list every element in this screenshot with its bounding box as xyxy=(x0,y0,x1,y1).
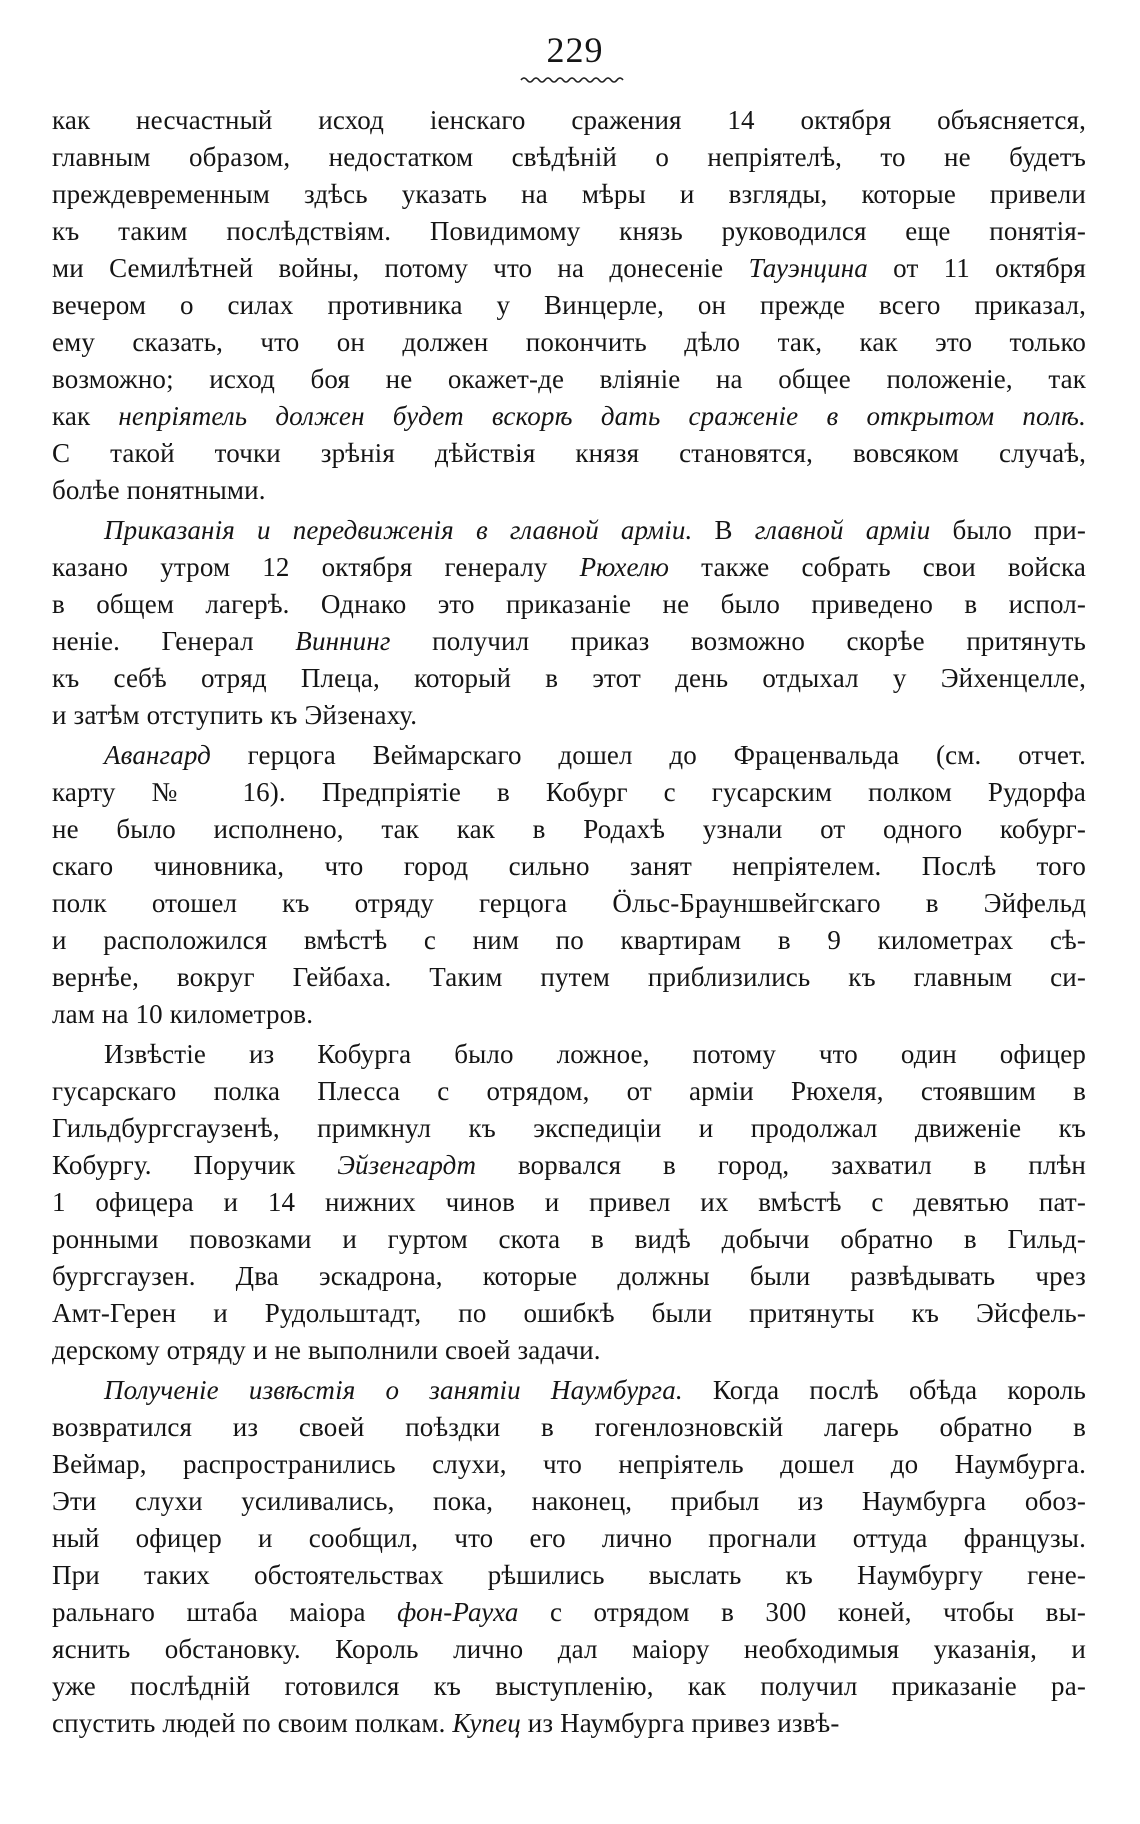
text-line xyxy=(52,811,1086,848)
text-line xyxy=(52,848,1086,885)
text-line xyxy=(52,472,1086,509)
text-run: из Наумбурга привез извѣ- xyxy=(520,1708,840,1738)
text-run: бургсгаузен. Два эскадрона, которые должны были развѣдывать чрез xyxy=(52,1261,1086,1291)
italic-text-run: фон-Рауха xyxy=(397,1597,519,1627)
text-line xyxy=(52,959,1086,996)
text-run: лам на 10 километров. xyxy=(52,999,314,1029)
text-run: и расположился вмѣстѣ с ним по квартирам в 9 километрах сѣ- xyxy=(52,925,1086,955)
text-run: ный офицер и сообщил, что его лично прогнали оттуда французы. xyxy=(52,1523,1086,1553)
text-run: ми Семилѣтней войны, потому что на донесеніе xyxy=(52,253,749,283)
text-run: Эти слухи усиливались, пока, наконец, прибыл из Наумбурга обоз- xyxy=(52,1486,1086,1516)
text-line xyxy=(52,102,1086,139)
text-line xyxy=(52,512,1086,549)
text-run: В xyxy=(692,515,755,545)
text-line xyxy=(52,1110,1086,1147)
text-run: как несчастный исход іенскаго сражения 14 октября объясняется, xyxy=(52,105,1086,135)
text-line xyxy=(52,549,1086,586)
italic-text-run: Эйзенгардт xyxy=(337,1150,477,1180)
text-line xyxy=(52,660,1086,697)
text-run: ронными повозками и гуртом скота в видѣ добычи обратно в Гильд- xyxy=(52,1224,1086,1254)
text-run: 1 офицера и 14 нижних чинов и привел их вмѣстѣ с девятью пат- xyxy=(52,1187,1086,1217)
text-run: Амт-Герен и Рудольштадт, по ошибкѣ были притянуты къ Эйсфель- xyxy=(52,1298,1086,1328)
text-line xyxy=(52,435,1086,472)
paragraph xyxy=(52,737,1086,1033)
text-line xyxy=(52,922,1086,959)
italic-text-run: Тауэнцина xyxy=(748,253,868,283)
text-run: С такой точки зрѣнія дѣйствія князя становятся, вовсяком случаѣ, xyxy=(52,438,1086,468)
text-run: ему сказать, что он должен покончить дѣло так, как это только xyxy=(52,327,1086,357)
text-run: скаго чиновника, что город сильно занят непріятелем. Послѣ того xyxy=(52,851,1086,881)
text-run: возможно; исход боя не окажет-де вліяніе на общее положеніе, так xyxy=(52,364,1086,394)
page-number: 229 xyxy=(546,30,604,70)
italic-text-run: Рюхелю xyxy=(579,552,670,582)
text-run: яснить обстановку. Король лично дал маіору необходимыя указанія, и xyxy=(52,1634,1086,1664)
italic-text-run: непріятель должен будет вскорѣ дать сраженіе в открытом полѣ. xyxy=(118,401,1086,431)
italic-text-run: Виннинг xyxy=(295,626,391,656)
text-line xyxy=(52,737,1086,774)
text-line xyxy=(52,1036,1086,1073)
text-line xyxy=(52,139,1086,176)
text-run: Когда послѣ обѣда король xyxy=(682,1375,1087,1405)
text-run: герцога Веймарскаго дошел до Фраценвальда (см. отчет. xyxy=(210,740,1086,770)
text-line xyxy=(52,1295,1086,1332)
italic-text-run: Авангард xyxy=(104,740,211,770)
text-run: и затѣм отступить къ Эйзенаху. xyxy=(52,700,418,730)
text-run: с отрядом в 300 коней, чтобы вы- xyxy=(518,1597,1087,1627)
text-run: казано утром 12 октября генералу xyxy=(52,552,580,582)
text-run: уже послѣдній готовился къ выступленію, как получил приказаніе ра- xyxy=(52,1671,1086,1701)
text-line xyxy=(52,885,1086,922)
text-run: вернѣе, вокруг Гейбаха. Таким путем приблизились къ главным си- xyxy=(52,962,1086,992)
text-run: болѣе понятными. xyxy=(52,475,266,505)
italic-text-run: Купец xyxy=(452,1708,521,1738)
text-line xyxy=(52,1668,1086,1705)
paragraph xyxy=(52,1372,1086,1742)
text-run: как xyxy=(52,401,119,431)
text-line xyxy=(52,1557,1086,1594)
book-page xyxy=(52,28,1086,1798)
text-line xyxy=(52,1594,1086,1631)
text-line xyxy=(52,361,1086,398)
text-run: Кобургу. Поручик xyxy=(52,1150,338,1180)
text-line xyxy=(52,213,1086,250)
text-line xyxy=(52,176,1086,213)
text-line xyxy=(52,1184,1086,1221)
text-run: получил приказ возможно скорѣе притянуть xyxy=(390,626,1086,656)
text-line xyxy=(52,586,1086,623)
text-line xyxy=(52,1409,1086,1446)
text-run: не было исполнено, так как в Родахѣ узнали от одного кобург- xyxy=(52,814,1086,844)
text-run: карту № 16). Предпріятіе в Кобург с гусарским полком Рудорфа xyxy=(52,777,1086,807)
paragraph xyxy=(52,1036,1086,1369)
text-line xyxy=(52,996,1086,1033)
text-run: от 11 октября xyxy=(867,253,1087,283)
text-line xyxy=(52,287,1086,324)
text-run: Веймар, распространились слухи, что непріятель дошел до Наумбурга. xyxy=(52,1449,1086,1479)
text-run: вечером о силах противника у Винцерле, он прежде всего приказал, xyxy=(52,290,1086,320)
text-run: Извѣстіе из Кобурга было ложное, потому что один офицер xyxy=(104,1039,1086,1069)
text-line xyxy=(52,1446,1086,1483)
text-run: полк отошел къ отряду герцога Öльс-Брауншвейгскаго в Эйфельд xyxy=(52,888,1086,918)
text-line xyxy=(52,774,1086,811)
text-run: возвратился из своей поѣздки в гогенлозновскій лагерь обратно в xyxy=(52,1412,1086,1442)
text-run: в общем лагерѣ. Однако это приказаніе не было приведено в испол- xyxy=(52,589,1086,619)
text-run: гусарскаго полка Плесса с отрядом, от арміи Рюхеля, стоявшим в xyxy=(52,1076,1086,1106)
text-run: неніе. Генерал xyxy=(52,626,296,656)
text-run: ральнаго штаба маіора xyxy=(52,1597,398,1627)
text-run: дерскому отряду и не выполнили своей задачи. xyxy=(52,1335,601,1365)
paragraph xyxy=(52,512,1086,734)
text-line xyxy=(52,250,1086,287)
text-line xyxy=(52,1221,1086,1258)
text-line xyxy=(52,1147,1086,1184)
text-run: къ таким послѣдствіям. Повидимому князь руководился еще понятія- xyxy=(52,216,1086,246)
text-run: къ себѣ отряд Плеца, который в этот день отдыхал у Эйхенцелле, xyxy=(52,663,1086,693)
text-line xyxy=(52,1258,1086,1295)
text-run: преждевременным здѣсь указать на мѣры и взгляды, которые привели xyxy=(52,179,1086,209)
text-run: главным образом, недостатком свѣдѣній о непріятелѣ, то не будетъ xyxy=(52,142,1086,172)
text-line xyxy=(52,1372,1086,1409)
text-run: ворвался в город, захватил в плѣн xyxy=(476,1150,1086,1180)
text-line xyxy=(52,697,1086,734)
italic-text-run: главной арміи xyxy=(754,515,931,545)
text-line xyxy=(52,1073,1086,1110)
paragraph xyxy=(52,102,1086,509)
italic-text-run: Полученіе извѣстія о занятіи Наумбурга. xyxy=(104,1375,683,1405)
text-line xyxy=(52,1705,1086,1742)
italic-text-run: Приказанія и передвиженія в главной арміи. xyxy=(104,515,693,545)
text-line xyxy=(52,324,1086,361)
text-run: спустить людей по своим полкам. xyxy=(52,1708,453,1738)
text-run: также собрать свои войска xyxy=(669,552,1086,582)
text-line xyxy=(52,1332,1086,1369)
text-run: было при- xyxy=(930,515,1086,545)
wavy-rule-ornament xyxy=(519,74,627,86)
text-run: Гильдбургсгаузенѣ, примкнул къ экспедиціи и продолжал движеніе къ xyxy=(52,1113,1086,1143)
text-line xyxy=(52,1483,1086,1520)
text-line xyxy=(52,1520,1086,1557)
text-run: При таких обстоятельствах рѣшились выслать къ Наумбургу гене- xyxy=(52,1560,1086,1590)
text-line xyxy=(52,623,1086,660)
body-text xyxy=(52,102,1086,1742)
text-line xyxy=(52,398,1086,435)
text-line xyxy=(52,1631,1086,1668)
